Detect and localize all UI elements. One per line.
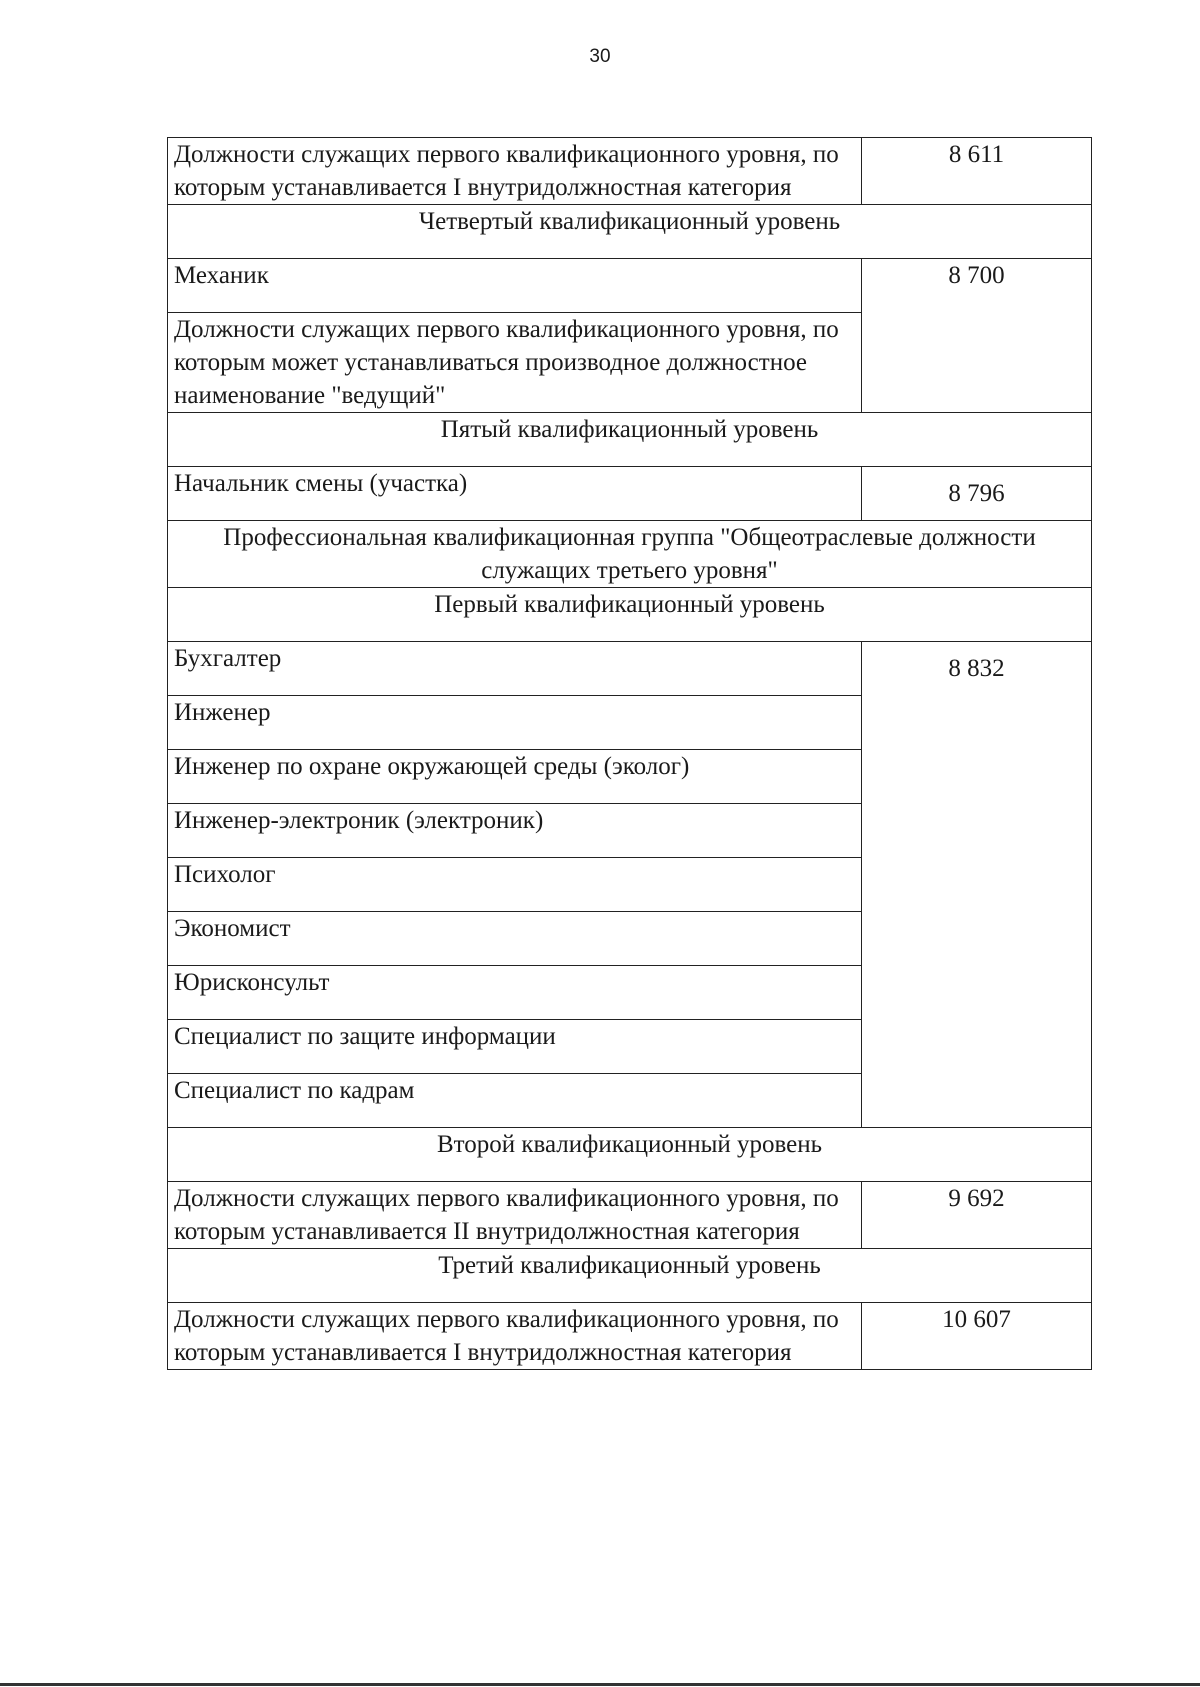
salary-value: 8 611	[862, 138, 1092, 205]
scan-edge-rule	[0, 1683, 1200, 1686]
group-row	[168, 521, 1092, 588]
salary-value: 8 832	[862, 642, 1092, 1128]
position-name: Специалист по кадрам	[168, 1074, 862, 1128]
position-name: Инженер по охране окружающей среды (эколог)	[168, 750, 862, 804]
page-number: 30	[589, 46, 611, 67]
salary-table	[167, 137, 1092, 1370]
position-name: Инженер-электроник (электроник)	[168, 804, 862, 858]
position-name: Экономист	[168, 912, 862, 966]
table-row	[168, 138, 1092, 205]
position-name: Психолог	[168, 858, 862, 912]
position-name: Механик	[168, 259, 862, 313]
level-row	[168, 205, 1092, 259]
qualification-level-heading: Третий квалификационный уровень	[168, 1249, 1092, 1303]
salary-value: 8 796	[862, 467, 1092, 521]
position-name: Бухгалтер	[168, 642, 862, 696]
level-row	[168, 1128, 1092, 1182]
level-row	[168, 1249, 1092, 1303]
table-row	[168, 642, 1092, 696]
salary-value: 9 692	[862, 1182, 1092, 1249]
position-name: Начальник смены (участка)	[168, 467, 862, 521]
qualification-group-heading: Профессиональная квалификационная группа "Общеотраслевые должности служащих третьего уровня"	[168, 521, 1092, 588]
qualification-level-heading: Пятый квалификационный уровень	[168, 413, 1092, 467]
table-row	[168, 259, 1092, 313]
table-row	[168, 467, 1092, 521]
table-row	[168, 1303, 1092, 1370]
position-name: Инженер	[168, 696, 862, 750]
salary-value: 8 700	[862, 259, 1092, 413]
position-name: Должности служащих первого квалификационного уровня, по которым устанавливается I внутридолжностная категория	[168, 138, 862, 205]
level-row	[168, 413, 1092, 467]
position-name: Должности служащих первого квалификационного уровня, по которым может устанавливаться производное должностное наименование "ведущий"	[168, 313, 862, 413]
position-name: Юрисконсульт	[168, 966, 862, 1020]
position-name: Должности служащих первого квалификационного уровня, по которым устанавливается I внутридолжностная категория	[168, 1303, 862, 1370]
level-row	[168, 588, 1092, 642]
qualification-level-heading: Первый квалификационный уровень	[168, 588, 1092, 642]
position-name: Должности служащих первого квалификационного уровня, по которым устанавливается II внутридолжностная категория	[168, 1182, 862, 1249]
table-row	[168, 1182, 1092, 1249]
position-name: Специалист по защите информации	[168, 1020, 862, 1074]
qualification-level-heading: Четвертый квалификационный уровень	[168, 205, 1092, 259]
qualification-level-heading: Второй квалификационный уровень	[168, 1128, 1092, 1182]
salary-value: 10 607	[862, 1303, 1092, 1370]
